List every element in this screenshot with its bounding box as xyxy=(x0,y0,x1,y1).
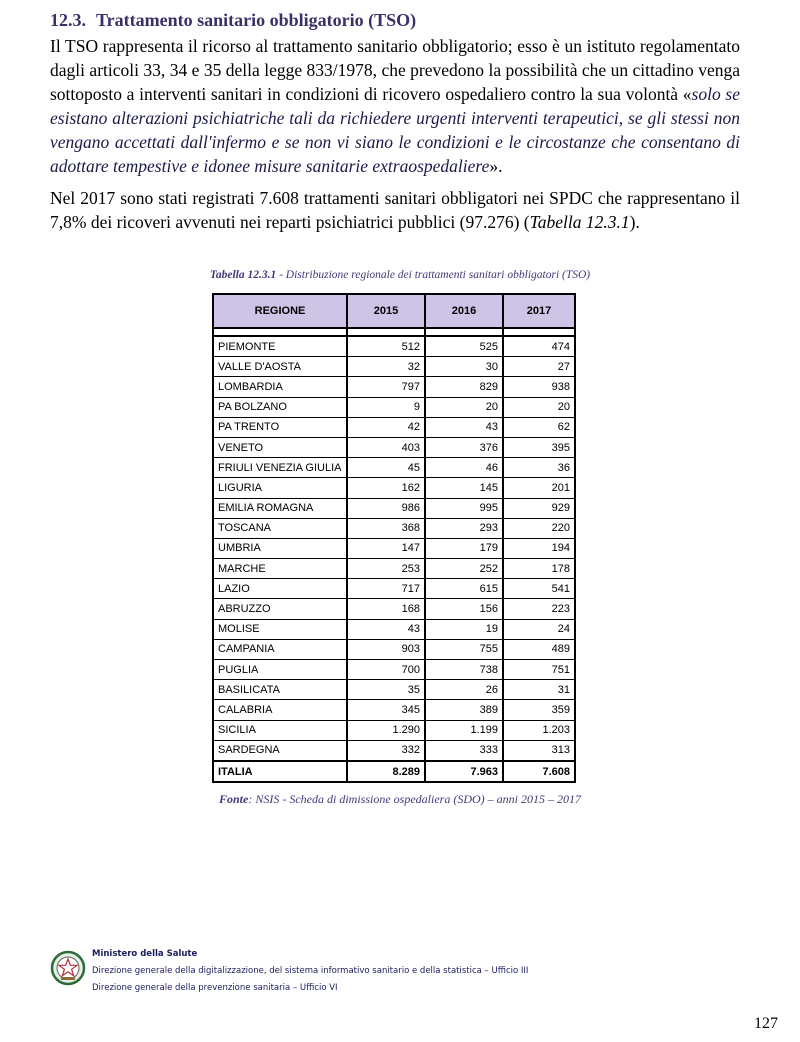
region-cell: PA BOLZANO xyxy=(213,397,347,417)
value-cell-2016: 46 xyxy=(425,458,503,478)
value-cell-2016: 829 xyxy=(425,377,503,397)
footer-line-1: Direzione generale della digitalizzazione, del sistema informativo sanitario e della statistica – Ufficio III xyxy=(92,966,529,976)
table-row xyxy=(213,579,575,599)
table-row xyxy=(213,518,575,538)
value-cell-2016: 43 xyxy=(425,417,503,437)
value-cell-2017: 62 xyxy=(503,417,575,437)
region-cell: PA TRENTO xyxy=(213,417,347,437)
value-cell-2016: 26 xyxy=(425,680,503,700)
table-row xyxy=(213,377,575,397)
table-row xyxy=(213,538,575,558)
paragraph-text: Nel 2017 sono stati registrati 7.608 trattamenti sanitari obbligatori nei SPDC che rappresentano il 7,8% dei ricoveri avvenuti nei reparti psichiatrici pubblici (97.276) ( xyxy=(50,188,740,232)
value-cell-2015: 32 xyxy=(347,357,425,377)
value-cell-2016: 252 xyxy=(425,559,503,579)
italian-republic-emblem-icon xyxy=(50,950,86,986)
value-cell-2015: 797 xyxy=(347,377,425,397)
table-row xyxy=(213,599,575,619)
value-cell-2017: 938 xyxy=(503,377,575,397)
value-cell-2017: 201 xyxy=(503,478,575,498)
value-cell-2015: 986 xyxy=(347,498,425,518)
table-reference: Tabella 12.3.1 xyxy=(529,212,630,232)
table-row xyxy=(213,397,575,417)
value-cell-2017: 7.608 xyxy=(503,761,575,782)
footer xyxy=(92,946,528,997)
table-row xyxy=(213,357,575,377)
section-title: Trattamento sanitario obbligatorio (TSO) xyxy=(96,10,417,30)
value-cell-2015: 332 xyxy=(347,740,425,761)
footer-ministry: Ministero della Salute xyxy=(92,949,198,959)
header-2017: 2017 xyxy=(503,294,575,328)
table-row xyxy=(213,559,575,579)
value-cell-2016: 145 xyxy=(425,478,503,498)
table-row xyxy=(213,660,575,680)
value-cell-2015: 35 xyxy=(347,680,425,700)
value-cell-2016: 156 xyxy=(425,599,503,619)
caption-text: - Distribuzione regionale dei trattamenti sanitari obbligatori (TSO) xyxy=(276,269,591,281)
value-cell-2017: 178 xyxy=(503,559,575,579)
table-row xyxy=(213,437,575,457)
value-cell-2017: 220 xyxy=(503,518,575,538)
value-cell-2015: 1.290 xyxy=(347,720,425,740)
value-cell-2017: 36 xyxy=(503,458,575,478)
table-row xyxy=(213,619,575,639)
law-quote: solo se esistano alterazioni psichiatriche tali da richiedere urgenti interventi terapeutici, se gli stessi non vengano accettati dall'infermo e se non vi siano le condizioni e le circostanze che consentano di adottare tempestive e idonee misure sanitarie extraospedaliere xyxy=(50,84,740,176)
value-cell-2016: 7.963 xyxy=(425,761,503,782)
value-cell-2016: 738 xyxy=(425,660,503,680)
region-cell: LIGURIA xyxy=(213,478,347,498)
region-cell: FRIULI VENEZIA GIULIA xyxy=(213,458,347,478)
region-cell: CALABRIA xyxy=(213,700,347,720)
region-cell: SARDEGNA xyxy=(213,740,347,761)
value-cell-2015: 162 xyxy=(347,478,425,498)
region-cell: CAMPANIA xyxy=(213,639,347,659)
value-cell-2016: 20 xyxy=(425,397,503,417)
value-cell-2015: 8.289 xyxy=(347,761,425,782)
value-cell-2017: 1.203 xyxy=(503,720,575,740)
value-cell-2017: 194 xyxy=(503,538,575,558)
value-cell-2015: 512 xyxy=(347,336,425,357)
table-row xyxy=(213,720,575,740)
region-cell: EMILIA ROMAGNA xyxy=(213,498,347,518)
page-number: 127 xyxy=(754,1015,778,1032)
value-cell-2017: 929 xyxy=(503,498,575,518)
region-cell: TOSCANA xyxy=(213,518,347,538)
value-cell-2017: 313 xyxy=(503,740,575,761)
value-cell-2015: 43 xyxy=(347,619,425,639)
table-row xyxy=(213,478,575,498)
value-cell-2016: 615 xyxy=(425,579,503,599)
value-cell-2017: 359 xyxy=(503,700,575,720)
table-header-row xyxy=(213,294,575,328)
table-total-row xyxy=(213,761,575,782)
value-cell-2017: 751 xyxy=(503,660,575,680)
value-cell-2016: 293 xyxy=(425,518,503,538)
region-cell: MOLISE xyxy=(213,619,347,639)
tso-table xyxy=(212,293,576,783)
region-cell: LOMBARDIA xyxy=(213,377,347,397)
value-cell-2015: 42 xyxy=(347,417,425,437)
table-row xyxy=(213,336,575,357)
value-cell-2016: 525 xyxy=(425,336,503,357)
value-cell-2015: 903 xyxy=(347,639,425,659)
value-cell-2016: 30 xyxy=(425,357,503,377)
table-row xyxy=(213,458,575,478)
table-caption xyxy=(0,269,800,281)
value-cell-2016: 333 xyxy=(425,740,503,761)
value-cell-2016: 755 xyxy=(425,639,503,659)
value-cell-2016: 376 xyxy=(425,437,503,457)
value-cell-2015: 403 xyxy=(347,437,425,457)
paragraph-tso-definition xyxy=(50,34,740,178)
table-spacer-row xyxy=(213,328,575,336)
table-row xyxy=(213,700,575,720)
header-regione: REGIONE xyxy=(213,294,347,328)
value-cell-2017: 20 xyxy=(503,397,575,417)
table-row xyxy=(213,680,575,700)
value-cell-2017: 395 xyxy=(503,437,575,457)
value-cell-2015: 700 xyxy=(347,660,425,680)
header-2015: 2015 xyxy=(347,294,425,328)
value-cell-2015: 168 xyxy=(347,599,425,619)
table-source xyxy=(0,792,800,807)
table-row xyxy=(213,740,575,761)
value-cell-2016: 389 xyxy=(425,700,503,720)
region-cell: BASILICATA xyxy=(213,680,347,700)
value-cell-2016: 995 xyxy=(425,498,503,518)
value-cell-2017: 223 xyxy=(503,599,575,619)
paragraph-end: ». xyxy=(489,156,503,176)
region-cell: VALLE D'AOSTA xyxy=(213,357,347,377)
region-cell: MARCHE xyxy=(213,559,347,579)
region-cell: ITALIA xyxy=(213,761,347,782)
section-heading xyxy=(50,10,750,31)
value-cell-2017: 474 xyxy=(503,336,575,357)
value-cell-2015: 368 xyxy=(347,518,425,538)
paragraph-text: Il TSO rappresenta il ricorso al trattamento sanitario obbligatorio; esso è un istituto regolamentato dagli articoli 33, 34 e 35 della legge 833/1978, che prevedono la possibilità che un cittadino venga sottoposto a interventi sanitari in condizioni di ricovero ospedaliero contro la sua volontà « xyxy=(50,36,740,104)
table-row xyxy=(213,498,575,518)
region-cell: SICILIA xyxy=(213,720,347,740)
region-cell: PIEMONTE xyxy=(213,336,347,357)
value-cell-2017: 27 xyxy=(503,357,575,377)
region-cell: LAZIO xyxy=(213,579,347,599)
value-cell-2016: 1.199 xyxy=(425,720,503,740)
region-cell: UMBRIA xyxy=(213,538,347,558)
table-row xyxy=(213,639,575,659)
table-body xyxy=(213,328,575,782)
paragraph-end: ). xyxy=(629,212,640,232)
section-number: 12.3. xyxy=(50,10,86,30)
footer-line-2: Direzione generale della prevenzione sanitaria – Ufficio VI xyxy=(92,983,338,993)
region-cell: VENETO xyxy=(213,437,347,457)
value-cell-2015: 717 xyxy=(347,579,425,599)
paragraph-tso-2017 xyxy=(50,186,740,234)
value-cell-2015: 9 xyxy=(347,397,425,417)
caption-label: Tabella 12.3.1 xyxy=(209,269,277,281)
header-2016: 2016 xyxy=(425,294,503,328)
value-cell-2015: 147 xyxy=(347,538,425,558)
value-cell-2017: 31 xyxy=(503,680,575,700)
region-cell: ABRUZZO xyxy=(213,599,347,619)
value-cell-2015: 45 xyxy=(347,458,425,478)
value-cell-2016: 179 xyxy=(425,538,503,558)
source-label: Fonte xyxy=(219,792,249,806)
value-cell-2016: 19 xyxy=(425,619,503,639)
source-text: : NSIS - Scheda di dimissione ospedaliera (SDO) – anni 2015 – 2017 xyxy=(248,792,581,806)
value-cell-2017: 24 xyxy=(503,619,575,639)
table-row xyxy=(213,417,575,437)
region-cell: PUGLIA xyxy=(213,660,347,680)
value-cell-2015: 345 xyxy=(347,700,425,720)
value-cell-2017: 541 xyxy=(503,579,575,599)
value-cell-2017: 489 xyxy=(503,639,575,659)
value-cell-2015: 253 xyxy=(347,559,425,579)
